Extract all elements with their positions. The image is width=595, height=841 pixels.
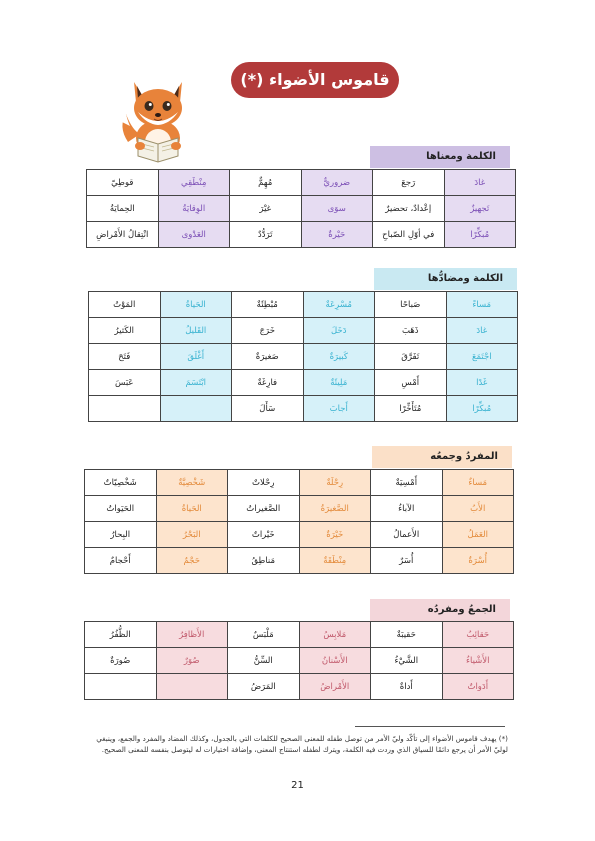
table-cell: ابْتَسَمَ xyxy=(160,370,232,396)
table-row xyxy=(85,648,514,674)
table-cell: صَغيرَةٌ xyxy=(232,344,304,370)
table-cell: القَليلُ xyxy=(160,318,232,344)
table-cell: رِحْلاتٌ xyxy=(228,470,300,496)
table-row xyxy=(89,370,518,396)
table-cell: أَدَواتٌ xyxy=(442,674,514,700)
table-cell: اجْتَمَعَ xyxy=(446,344,518,370)
table-row xyxy=(85,622,514,648)
table-row xyxy=(85,470,514,496)
table-cell: البِحارُ xyxy=(85,522,157,548)
footnote-divider xyxy=(355,726,505,727)
table-cell: مَلْبَسٌ xyxy=(228,622,300,648)
table-row xyxy=(89,318,518,344)
table-cell: تَفَرَّقَ xyxy=(375,344,447,370)
table-cell xyxy=(156,674,228,700)
table-cell: حَقيبَةٌ xyxy=(371,622,443,648)
section-header-opposite: الكلمة ومضادُّها xyxy=(374,268,517,290)
table-cell: مُهِمٌّ xyxy=(230,170,302,196)
table-cell: في أوّلِ الصّباحِ xyxy=(373,222,445,248)
table-cell: مُتَأَخِّرًا xyxy=(375,396,447,422)
table-cell: مُبْطِئَةٌ xyxy=(232,292,304,318)
table-cell: أُسْرَةٌ xyxy=(442,548,514,574)
table-row xyxy=(85,522,514,548)
section-header-singular-plural: المفردُ وجمعُه xyxy=(372,446,512,468)
table-cell: خَرَجَ xyxy=(232,318,304,344)
table-cell: رَجعَ xyxy=(373,170,445,196)
table-row xyxy=(89,344,518,370)
table-cell: العَدْوى xyxy=(158,222,230,248)
table-cell: الأَعمالُ xyxy=(371,522,443,548)
table-cell: الأَشْياءُ xyxy=(442,648,514,674)
opposite-table xyxy=(88,291,518,422)
table-row xyxy=(89,292,518,318)
table-cell: أَداةٌ xyxy=(371,674,443,700)
section-header-meaning: الكلمة ومعناها xyxy=(370,146,510,168)
table-cell: ضروريٌّ xyxy=(301,170,373,196)
table-cell: سَأَلَ xyxy=(232,396,304,422)
table-cell: دَخَلَ xyxy=(303,318,375,344)
table-cell: غَدًا xyxy=(446,370,518,396)
table-row xyxy=(85,496,514,522)
table-cell: البَحْرُ xyxy=(156,522,228,548)
table-cell: شَخْصِيَّةٌ xyxy=(156,470,228,496)
table-cell: خَيْرَةٌ xyxy=(299,522,371,548)
table-cell: رِحْلَةٌ xyxy=(299,470,371,496)
table-row xyxy=(87,222,516,248)
table-cell: ذَهَبَ xyxy=(375,318,447,344)
table-cell: تَرَدُّدٌ xyxy=(230,222,302,248)
table-cell: السِّنُّ xyxy=(228,648,300,674)
table-cell: صُورَةٌ xyxy=(85,648,157,674)
table-cell: خَيْراتٌ xyxy=(228,522,300,548)
table-cell: فَتَحَ xyxy=(89,344,161,370)
table-cell: الكَثيرُ xyxy=(89,318,161,344)
table-cell: أَغْلَقَ xyxy=(160,344,232,370)
table-cell: الوِقايَةُ xyxy=(158,196,230,222)
table-cell: الأَبُ xyxy=(442,496,514,522)
table-cell: صَباحًا xyxy=(375,292,447,318)
table-cell: الأَمْراضُ xyxy=(299,674,371,700)
table-cell: أَحْجامٌ xyxy=(85,548,157,574)
table-cell: انْتِقالُ الأَمْراضِ xyxy=(87,222,159,248)
table-row xyxy=(85,548,514,574)
table-cell: إعْدادٌ، تحضيرٌ xyxy=(373,196,445,222)
table-cell: صُوَرٌ xyxy=(156,648,228,674)
table-cell: تَجهيزٌ xyxy=(444,196,516,222)
table-cell: الصَّغيرَةُ xyxy=(299,496,371,522)
table-cell xyxy=(89,396,161,422)
table-cell: الحِمايَةُ xyxy=(87,196,159,222)
table-cell: أَمْسِ xyxy=(375,370,447,396)
section-header-plural-singular: الجمعُ ومفردُه xyxy=(370,599,510,621)
table-row xyxy=(89,396,518,422)
table-cell: الأَظافِرُ xyxy=(156,622,228,648)
table-cell: مَساءٌ xyxy=(442,470,514,496)
table-cell: كَبيرَةٌ xyxy=(303,344,375,370)
table-row xyxy=(87,196,516,222)
table-cell: الشَّيْءُ xyxy=(371,648,443,674)
table-cell: أَجابَ xyxy=(303,396,375,422)
table-cell: غادَ xyxy=(446,318,518,344)
page-number: 21 xyxy=(291,780,304,791)
plural-singular-table xyxy=(84,621,514,700)
table-cell: حَجْمٌ xyxy=(156,548,228,574)
table-cell: قوطِيّ xyxy=(87,170,159,196)
table-cell: غيْرَ xyxy=(230,196,302,222)
table-cell xyxy=(160,396,232,422)
table-cell: أُسَرٌ xyxy=(371,548,443,574)
footnote: (*) يهدف قاموس الأضواء إلى تأكّد وليّ الأمر من توصل طفله للمعنى الصحيح للكلمات التي بالجدول، وكذلك المضاد والمفرد والجمع، وينبغي لوليّ الأمر أن يرجع دائمًا للسياق الذي وردت فيه الكلمة، ويترك لطفله استنتاج المعنى، وإضافة اختيارات له ليتوصل بنفسه للمعنى الصحيح. xyxy=(96,734,508,754)
table-cell: حَقائِبُ xyxy=(442,622,514,648)
meaning-table xyxy=(86,169,516,248)
table-cell: مُبكِّرًا xyxy=(444,222,516,248)
table-cell: سوَى xyxy=(301,196,373,222)
table-cell: غادَ xyxy=(444,170,516,196)
table-cell: الحَيَواتُ xyxy=(85,496,157,522)
table-cell: مُبكِّرًا xyxy=(446,396,518,422)
table-cell: مِنْطَقَةٌ xyxy=(299,548,371,574)
table-cell: مَلابِسُ xyxy=(299,622,371,648)
table-cell: الصَّغيراتُ xyxy=(228,496,300,522)
table-cell: الأَسْنانُ xyxy=(299,648,371,674)
table-cell: مُسْرِعَةٌ xyxy=(303,292,375,318)
table-cell: العَمَلُ xyxy=(442,522,514,548)
table-cell: مَناطِقُ xyxy=(228,548,300,574)
table-cell xyxy=(85,674,157,700)
table-cell: فارِغَةٌ xyxy=(232,370,304,396)
table-row xyxy=(85,674,514,700)
table-cell: مَلِيئَةٌ xyxy=(303,370,375,396)
table-cell: شَخْصِيّاتٌ xyxy=(85,470,157,496)
singular-plural-table xyxy=(84,469,514,574)
table-cell: المَوْتُ xyxy=(89,292,161,318)
table-cell: مِنْطَقِي xyxy=(158,170,230,196)
table-row xyxy=(87,170,516,196)
table-cell: مَساءً xyxy=(446,292,518,318)
table-cell: حَيْرةٌ xyxy=(301,222,373,248)
table-cell: الحَياةُ xyxy=(156,496,228,522)
table-cell: المَرَضُ xyxy=(228,674,300,700)
fox-reading-book-icon xyxy=(118,72,196,164)
table-cell: أَمْسِيَةٌ xyxy=(371,470,443,496)
table-cell: الحَياةُ xyxy=(160,292,232,318)
table-cell: عَبَسَ xyxy=(89,370,161,396)
table-cell: الظُّفُرُ xyxy=(85,622,157,648)
table-cell: الآباءُ xyxy=(371,496,443,522)
page-title: قاموس الأضواء (*) xyxy=(231,62,399,98)
